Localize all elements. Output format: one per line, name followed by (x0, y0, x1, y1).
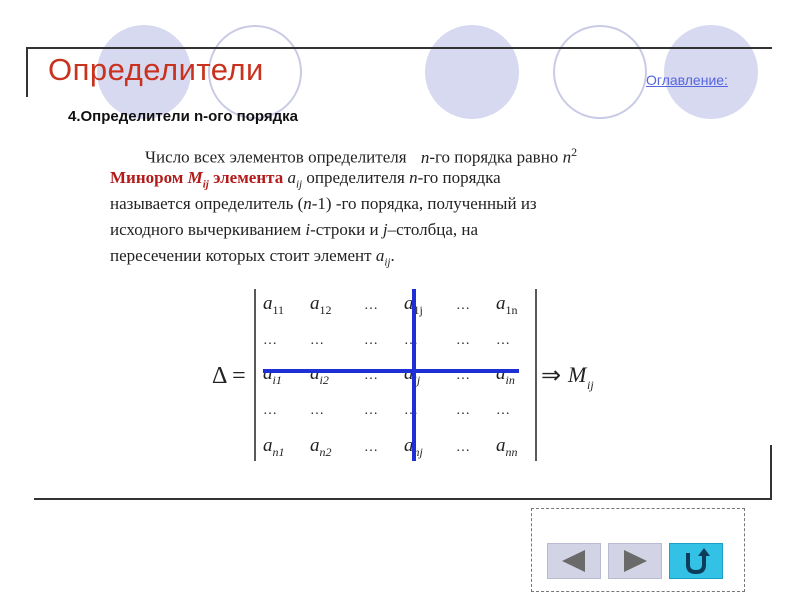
matrix-cell: … (364, 440, 378, 455)
text-fragment: -го порядка (417, 168, 501, 187)
math-n: n (420, 147, 430, 167)
matrix-cell: … (364, 298, 378, 313)
text-line-4 (110, 217, 720, 243)
matrix-cell: … (456, 440, 470, 455)
matrix-cell: $a_{i2}$ (310, 363, 329, 387)
text-line-3 (110, 191, 720, 217)
matrix-cell: $a_{ij}$ (404, 363, 421, 387)
text-fragment: -строки и (310, 220, 383, 239)
matrix-cell: … (364, 333, 378, 348)
matrix-cell: … (263, 403, 277, 418)
header-rule (26, 47, 772, 49)
matrix-cell: $a_{nj}$ (404, 435, 423, 459)
text-fragment: определителя (302, 168, 410, 187)
previous-button[interactable] (547, 543, 601, 579)
matrix-cell: … (456, 298, 470, 313)
matrix-cell: … (404, 333, 418, 348)
math-a: a (375, 246, 385, 265)
decor-circle-4 (553, 25, 647, 119)
math-subscript: ij (384, 256, 391, 269)
term-minor: Минором (110, 168, 184, 187)
matrix-cell: $a_{1j}$ (404, 293, 423, 317)
matrix-cell: $a_{1n}$ (496, 293, 518, 317)
footer-rule (34, 498, 772, 500)
result-subscript: ij (587, 378, 594, 392)
text-fragment: называется определитель ( (110, 194, 304, 213)
text-fragment: -1) -го порядка, полученный из (311, 194, 537, 213)
math-j: j (382, 220, 388, 239)
triangle-left-icon (548, 544, 600, 578)
math-M: M (187, 168, 203, 187)
matrix-cell: $a_{n2}$ (310, 435, 332, 459)
matrix-cell: … (364, 368, 378, 383)
u-turn-arrow-icon (670, 544, 722, 578)
text-line-5 (110, 243, 720, 275)
math-a: a (287, 168, 296, 187)
decor-circle-3 (425, 25, 519, 119)
page-title: Определители (48, 52, 264, 87)
math-subscript: ij (295, 178, 303, 191)
text-fragment: исходного вычеркиванием (110, 220, 306, 239)
matrix-cell: … (310, 333, 324, 348)
next-button[interactable] (608, 543, 662, 579)
text-fragment: Число всех элементов определителя (145, 147, 407, 167)
return-button[interactable] (669, 543, 723, 579)
math-n: n (303, 194, 312, 213)
matrix-cell: … (496, 403, 510, 418)
math-i: i (305, 220, 311, 239)
matrix-cell: $a_{11}$ (263, 293, 285, 317)
matrix-cell: $a_{n1}$ (263, 435, 285, 459)
result-M: M (568, 362, 587, 387)
term-element: элемента (213, 168, 284, 187)
matrix-cell: $a_{in}$ (496, 363, 515, 387)
text-fragment: . (390, 246, 395, 265)
math-subscript: ij (202, 178, 209, 191)
matrix-cell: … (496, 333, 510, 348)
matrix-cell: … (456, 403, 470, 418)
matrix-cell: … (456, 368, 470, 383)
matrix-cell: $a_{12}$ (310, 293, 332, 317)
determinant-formula (206, 283, 606, 463)
frame-right-rule (770, 445, 772, 500)
implies-arrow: ⇒ (541, 363, 562, 389)
text-fragment: -го порядка равно (429, 147, 559, 167)
matrix-cell: … (364, 403, 378, 418)
math-n: n (562, 147, 572, 167)
triangle-right-icon (609, 544, 661, 578)
matrix-cell: $a_{nn}$ (496, 435, 518, 459)
text-fragment: пересечении которых стоит элемент (110, 246, 376, 265)
matrix-cell: $a_{i1}$ (263, 363, 282, 387)
math-n: n (409, 168, 418, 187)
text-fragment: –столбца, на (387, 220, 479, 239)
matrix-cell: … (404, 403, 418, 418)
frame-left-rule (26, 47, 28, 97)
table-of-contents-link[interactable]: Оглавление: (646, 72, 728, 88)
matrix-cell: … (456, 333, 470, 348)
matrix-cell: … (263, 333, 277, 348)
section-subtitle: 4.Определители n-ого порядка (68, 108, 298, 125)
matrix-cell: … (310, 403, 324, 418)
math-exponent: 2 (571, 145, 578, 159)
delta-symbol: Δ = (212, 363, 246, 389)
